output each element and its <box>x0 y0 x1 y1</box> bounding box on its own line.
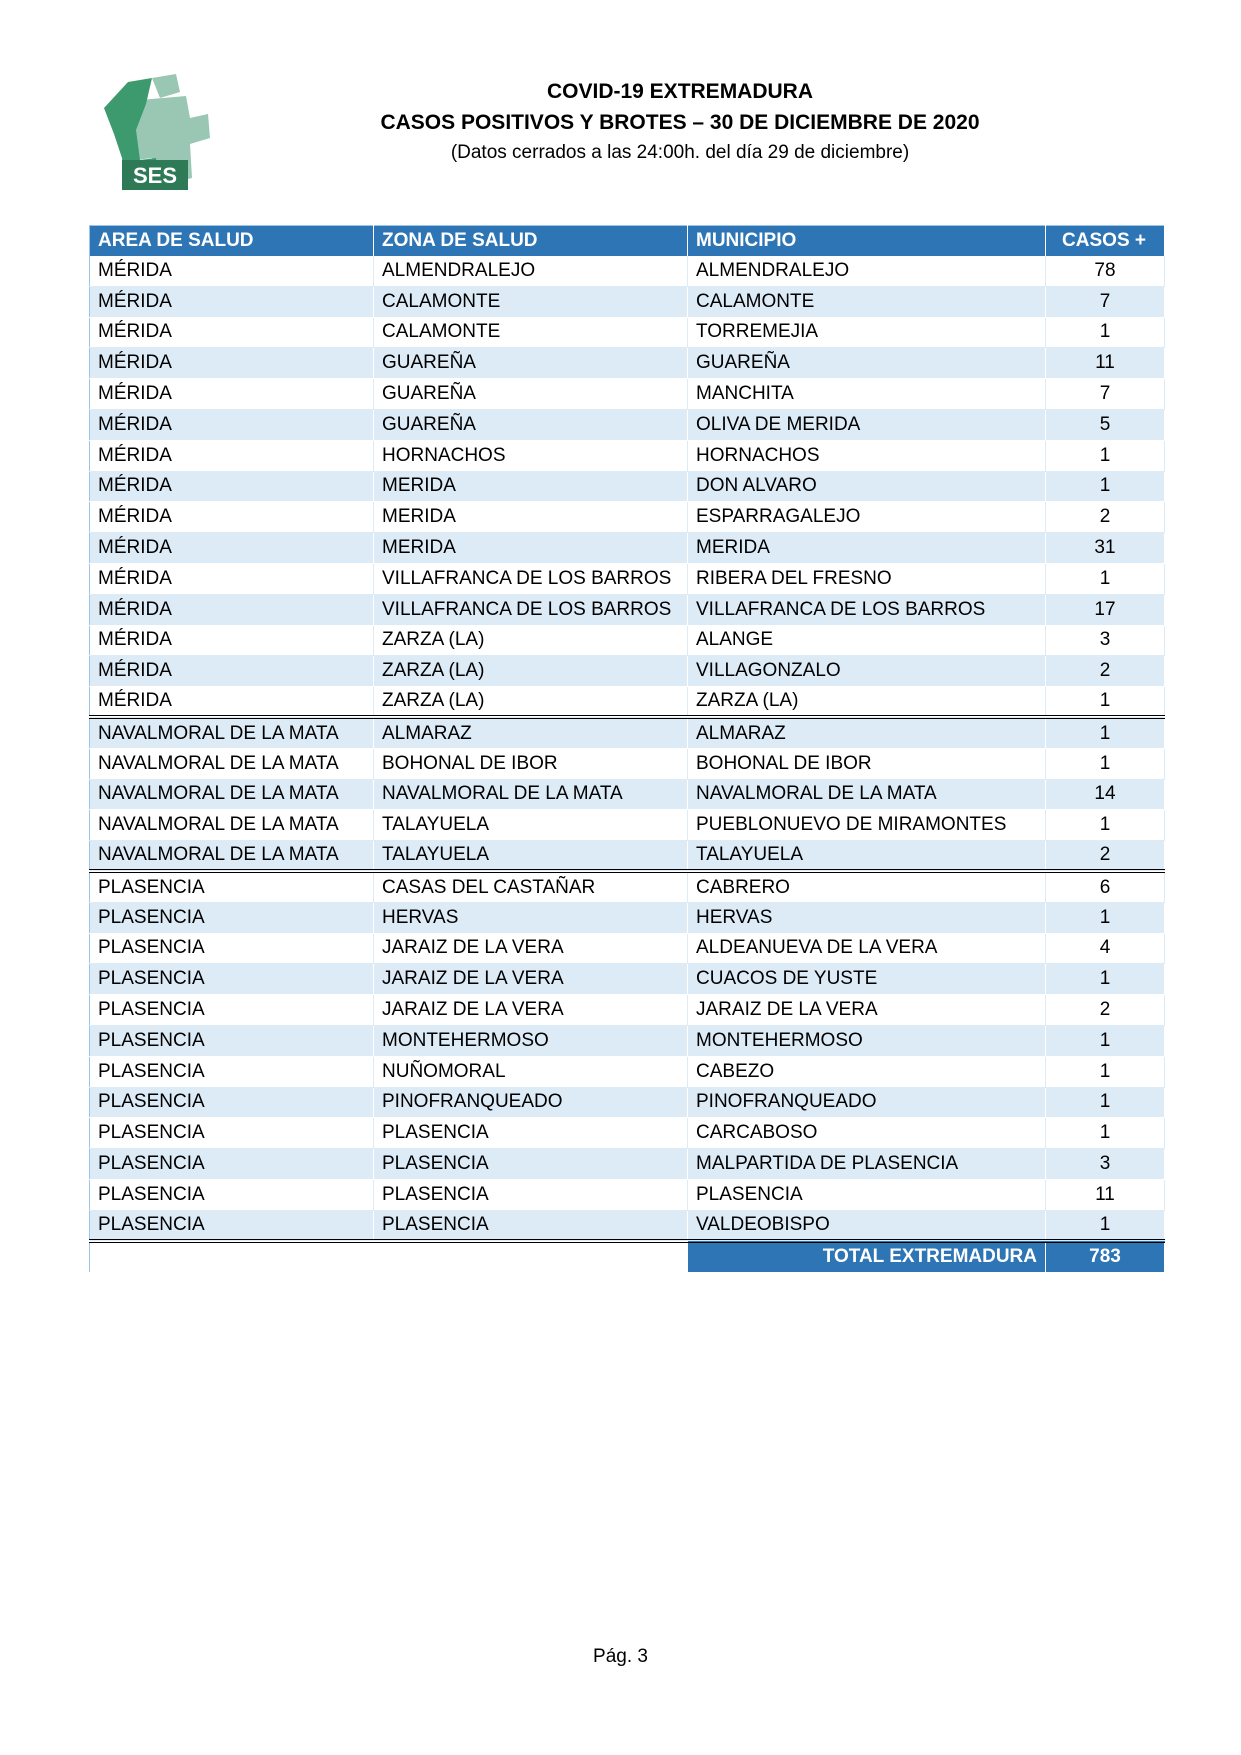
cell-area: MÉRIDA <box>90 563 374 594</box>
table-row <box>90 379 1165 410</box>
total-blank-cell <box>90 1241 688 1272</box>
cell-municipio: OLIVA DE MERIDA <box>688 409 1046 440</box>
cell-casos: 1 <box>1046 810 1165 841</box>
cell-casos: 17 <box>1046 594 1165 625</box>
cell-municipio: RIBERA DEL FRESNO <box>688 563 1046 594</box>
table-row <box>90 1025 1165 1056</box>
cell-zona: BOHONAL DE IBOR <box>374 748 688 779</box>
column-header-zona: ZONA DE SALUD <box>374 226 688 256</box>
cell-casos: 5 <box>1046 409 1165 440</box>
cell-municipio: CABEZO <box>688 1056 1046 1087</box>
cell-municipio: NAVALMORAL DE LA MATA <box>688 779 1046 810</box>
cell-area: PLASENCIA <box>90 902 374 933</box>
cell-casos: 78 <box>1046 256 1165 287</box>
cell-casos: 2 <box>1046 656 1165 687</box>
column-header-area: AREA DE SALUD <box>90 226 374 256</box>
table-row <box>90 964 1165 995</box>
table-row <box>90 286 1165 317</box>
cell-municipio: ALMARAZ <box>688 717 1046 748</box>
table-row <box>90 810 1165 841</box>
cell-area: MÉRIDA <box>90 471 374 502</box>
table-row <box>90 995 1165 1026</box>
cell-casos: 1 <box>1046 717 1165 748</box>
cell-municipio: VILLAGONZALO <box>688 656 1046 687</box>
cell-zona: MERIDA <box>374 471 688 502</box>
cell-casos: 1 <box>1046 1025 1165 1056</box>
cell-zona: GUAREÑA <box>374 348 688 379</box>
cell-zona: CASAS DEL CASTAÑAR <box>374 871 688 902</box>
cell-municipio: VALDEOBISPO <box>688 1210 1046 1241</box>
cell-area: MÉRIDA <box>90 625 374 656</box>
cell-municipio: TORREMEJIA <box>688 317 1046 348</box>
cell-area: NAVALMORAL DE LA MATA <box>90 779 374 810</box>
table-row <box>90 779 1165 810</box>
cell-municipio: CARCABOSO <box>688 1118 1046 1149</box>
cell-casos: 1 <box>1046 902 1165 933</box>
cases-table <box>89 225 1165 1273</box>
cell-casos: 4 <box>1046 933 1165 964</box>
cell-area: MÉRIDA <box>90 286 374 317</box>
table-row <box>90 656 1165 687</box>
cell-zona: ZARZA (LA) <box>374 656 688 687</box>
table-row <box>90 871 1165 902</box>
cell-municipio: MALPARTIDA DE PLASENCIA <box>688 1149 1046 1180</box>
cell-zona: ZARZA (LA) <box>374 625 688 656</box>
cell-zona: PLASENCIA <box>374 1179 688 1210</box>
cell-area: PLASENCIA <box>90 1210 374 1241</box>
cell-area: MÉRIDA <box>90 409 374 440</box>
table-row <box>90 440 1165 471</box>
cell-casos: 1 <box>1046 1087 1165 1118</box>
cell-casos: 1 <box>1046 563 1165 594</box>
cell-zona: PINOFRANQUEADO <box>374 1087 688 1118</box>
cell-casos: 2 <box>1046 995 1165 1026</box>
cell-municipio: JARAIZ DE LA VERA <box>688 995 1046 1026</box>
cell-casos: 7 <box>1046 379 1165 410</box>
cell-area: MÉRIDA <box>90 379 374 410</box>
table-row <box>90 256 1165 287</box>
table-row <box>90 717 1165 748</box>
cell-municipio: MANCHITA <box>688 379 1046 410</box>
cell-municipio: MERIDA <box>688 533 1046 564</box>
cell-zona: GUAREÑA <box>374 409 688 440</box>
cell-municipio: TALAYUELA <box>688 841 1046 872</box>
cell-area: MÉRIDA <box>90 594 374 625</box>
cell-zona: HERVAS <box>374 902 688 933</box>
cell-municipio: MONTEHERMOSO <box>688 1025 1046 1056</box>
table-row <box>90 594 1165 625</box>
cell-casos: 11 <box>1046 348 1165 379</box>
cell-casos: 1 <box>1046 317 1165 348</box>
cell-zona: GUAREÑA <box>374 379 688 410</box>
table-row <box>90 317 1165 348</box>
table-row <box>90 1056 1165 1087</box>
cell-zona: ALMENDRALEJO <box>374 256 688 287</box>
cell-casos: 1 <box>1046 1210 1165 1241</box>
cell-area: PLASENCIA <box>90 964 374 995</box>
cell-municipio: ALMENDRALEJO <box>688 256 1046 287</box>
cell-municipio: HERVAS <box>688 902 1046 933</box>
cell-zona: MERIDA <box>374 533 688 564</box>
cell-area: NAVALMORAL DE LA MATA <box>90 810 374 841</box>
table-row <box>90 841 1165 872</box>
table-row <box>90 471 1165 502</box>
cell-area: PLASENCIA <box>90 1179 374 1210</box>
cell-area: MÉRIDA <box>90 687 374 718</box>
cell-casos: 1 <box>1046 1118 1165 1149</box>
table-row <box>90 563 1165 594</box>
cell-municipio: HORNACHOS <box>688 440 1046 471</box>
total-row <box>90 1241 1165 1272</box>
cell-zona: MERIDA <box>374 502 688 533</box>
cell-area: MÉRIDA <box>90 317 374 348</box>
column-header-municipio: MUNICIPIO <box>688 226 1046 256</box>
cell-zona: JARAIZ DE LA VERA <box>374 964 688 995</box>
cell-municipio: PUEBLONUEVO DE MIRAMONTES <box>688 810 1046 841</box>
cell-casos: 31 <box>1046 533 1165 564</box>
table-row <box>90 687 1165 718</box>
table-row <box>90 1179 1165 1210</box>
table-row <box>90 1149 1165 1180</box>
cell-casos: 1 <box>1046 471 1165 502</box>
cell-casos: 1 <box>1046 1056 1165 1087</box>
cell-municipio: CALAMONTE <box>688 286 1046 317</box>
cell-area: NAVALMORAL DE LA MATA <box>90 717 374 748</box>
table-row <box>90 502 1165 533</box>
cell-casos: 2 <box>1046 841 1165 872</box>
cell-casos: 11 <box>1046 1179 1165 1210</box>
cell-area: MÉRIDA <box>90 348 374 379</box>
total-label: TOTAL EXTREMADURA <box>688 1241 1046 1272</box>
table-row <box>90 625 1165 656</box>
table-row <box>90 748 1165 779</box>
cell-area: PLASENCIA <box>90 1056 374 1087</box>
cell-area: PLASENCIA <box>90 871 374 902</box>
cell-area: PLASENCIA <box>90 1087 374 1118</box>
table-row <box>90 933 1165 964</box>
cell-municipio: PLASENCIA <box>688 1179 1046 1210</box>
cell-casos: 1 <box>1046 748 1165 779</box>
table-header-row <box>90 226 1165 256</box>
cell-zona: ALMARAZ <box>374 717 688 748</box>
cell-municipio: ALDEANUEVA DE LA VERA <box>688 933 1046 964</box>
cell-zona: CALAMONTE <box>374 317 688 348</box>
cell-zona: JARAIZ DE LA VERA <box>374 995 688 1026</box>
table-row <box>90 409 1165 440</box>
cell-municipio: PINOFRANQUEADO <box>688 1087 1046 1118</box>
cell-area: MÉRIDA <box>90 656 374 687</box>
cell-zona: CALAMONTE <box>374 286 688 317</box>
cell-area: PLASENCIA <box>90 995 374 1026</box>
cell-casos: 6 <box>1046 871 1165 902</box>
cell-casos: 1 <box>1046 440 1165 471</box>
cell-municipio: ESPARRAGALEJO <box>688 502 1046 533</box>
page-number: Pág. 3 <box>593 1646 648 1667</box>
cell-area: MÉRIDA <box>90 256 374 287</box>
cell-zona: TALAYUELA <box>374 841 688 872</box>
cell-municipio: BOHONAL DE IBOR <box>688 748 1046 779</box>
cell-municipio: DON ALVARO <box>688 471 1046 502</box>
cell-municipio: GUAREÑA <box>688 348 1046 379</box>
cell-area: PLASENCIA <box>90 1025 374 1056</box>
cell-area: MÉRIDA <box>90 502 374 533</box>
cell-zona: NAVALMORAL DE LA MATA <box>374 779 688 810</box>
cell-area: MÉRIDA <box>90 440 374 471</box>
cell-zona: TALAYUELA <box>374 810 688 841</box>
cell-zona: ZARZA (LA) <box>374 687 688 718</box>
cell-zona: VILLAFRANCA DE LOS BARROS <box>374 594 688 625</box>
logo-text: SES <box>132 163 178 188</box>
ses-logo <box>100 74 212 194</box>
cell-zona: MONTEHERMOSO <box>374 1025 688 1056</box>
cell-casos: 2 <box>1046 502 1165 533</box>
cell-zona: PLASENCIA <box>374 1210 688 1241</box>
cell-area: NAVALMORAL DE LA MATA <box>90 841 374 872</box>
table-body <box>90 256 1165 1273</box>
cell-area: MÉRIDA <box>90 533 374 564</box>
table-row <box>90 533 1165 564</box>
table-row <box>90 348 1165 379</box>
document-subtitle: CASOS POSITIVOS Y BROTES – 30 DE DICIEMBRE DE 2020 <box>380 111 980 134</box>
cell-zona: PLASENCIA <box>374 1149 688 1180</box>
total-value: 783 <box>1046 1241 1165 1272</box>
cell-casos: 1 <box>1046 964 1165 995</box>
cell-municipio: CUACOS DE YUSTE <box>688 964 1046 995</box>
cell-zona: NUÑOMORAL <box>374 1056 688 1087</box>
cell-area: PLASENCIA <box>90 933 374 964</box>
table-row <box>90 1210 1165 1241</box>
cell-area: NAVALMORAL DE LA MATA <box>90 748 374 779</box>
cell-casos: 3 <box>1046 625 1165 656</box>
cell-casos: 14 <box>1046 779 1165 810</box>
cell-casos: 3 <box>1046 1149 1165 1180</box>
table-row <box>90 1118 1165 1149</box>
cell-casos: 1 <box>1046 687 1165 718</box>
cell-zona: VILLAFRANCA DE LOS BARROS <box>374 563 688 594</box>
column-header-casos: CASOS + <box>1046 226 1165 256</box>
document-title: COVID-19 EXTREMADURA <box>546 80 814 103</box>
cell-zona: HORNACHOS <box>374 440 688 471</box>
table-row <box>90 902 1165 933</box>
cell-zona: JARAIZ DE LA VERA <box>374 933 688 964</box>
document-note: (Datos cerrados a las 24:00h. del día 29 de diciembre) <box>450 142 910 163</box>
table-row <box>90 1087 1165 1118</box>
cell-municipio: CABRERO <box>688 871 1046 902</box>
cell-casos: 7 <box>1046 286 1165 317</box>
cell-area: PLASENCIA <box>90 1118 374 1149</box>
cell-zona: PLASENCIA <box>374 1118 688 1149</box>
cell-municipio: VILLAFRANCA DE LOS BARROS <box>688 594 1046 625</box>
cell-municipio: ZARZA (LA) <box>688 687 1046 718</box>
cell-municipio: ALANGE <box>688 625 1046 656</box>
document-header <box>290 76 1070 167</box>
cell-area: PLASENCIA <box>90 1149 374 1180</box>
